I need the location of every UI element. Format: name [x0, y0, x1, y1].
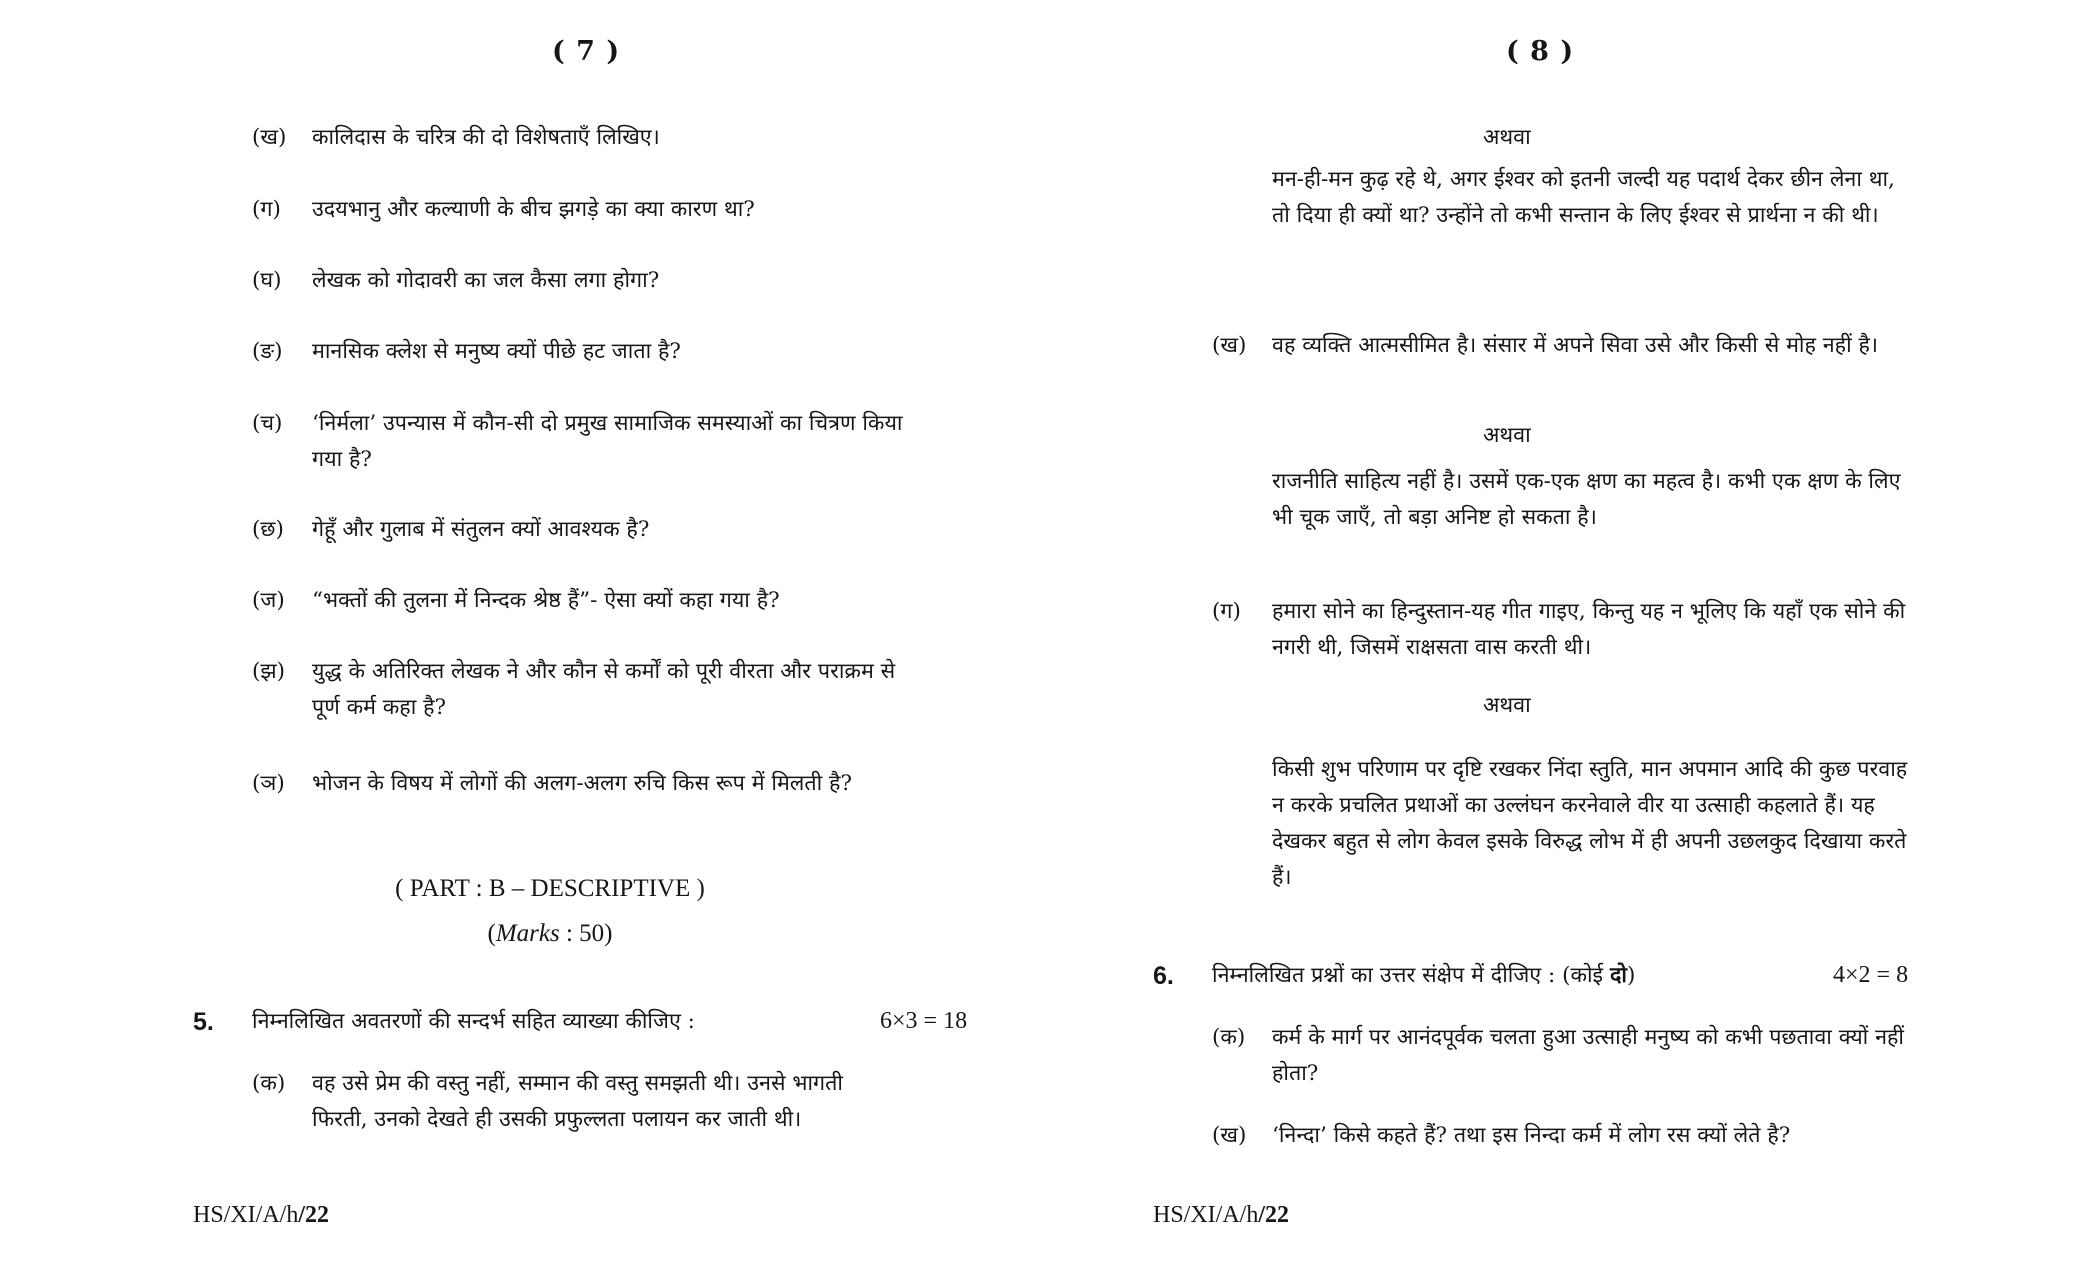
question-text: युद्ध के अतिरिक्त लेखक ने और कौन से कर्मों को पूरी वीरता और पराक्रम से पूर्ण कर्म कहा है?	[312, 659, 896, 720]
question-number: 6.	[1153, 962, 1174, 990]
question-text: मानसिक क्लेश से मनुष्य क्यों पीछे हट जाता है?	[312, 339, 681, 364]
item-label: (झ)	[252, 659, 286, 684]
question-text: उदयभानु और कल्याणी के बीच झगड़े का क्या कारण था?	[312, 197, 755, 222]
passage-text: मन-ही-मन कुढ़ रहे थे, अगर ईश्वर को इतनी जल्दी यह पदार्थ देकर छीन लेना था, तो दिया ही क्यों था? उन्होंने तो कभी सन्तान के लिए ईश्वर से प्रार्थना न की थी।	[1272, 167, 1895, 228]
item-label: (च)	[252, 411, 283, 436]
footer-code: HS/XI/A/h/22	[1153, 1202, 1290, 1228]
passage-text: वह व्यक्ति आत्मसीमित है। संसार में अपने सिवा उसे और किसी से मोह नहीं है।	[1272, 333, 1879, 358]
athava-label: अथवा	[1483, 125, 1531, 150]
item-label: (ख)	[1212, 333, 1247, 358]
athava-label: अथवा	[1483, 693, 1531, 718]
page-number: ( 7 )	[552, 36, 621, 67]
item-label: (ग)	[252, 197, 281, 222]
passage-text: किसी शुभ परिणाम पर दृष्टि रखकर निंदा स्तुति, मान अपमान आदि की कुछ परवाह न करके प्रचलित प्रथाओं का उल्लंघन करनेवाले वीर या उत्साही कहलाते हैं। यह देखकर बहुत से लोग केवल इसके विरुद्ध लोभ में ही अपनी उछलकुद दिखाया करते हैं।	[1272, 757, 1908, 890]
item-label: (ख)	[252, 125, 287, 150]
passage-text: राजनीति साहित्य नहीं है। उसमें एक-एक क्षण का महत्व है। कभी एक क्षण के लिए भी चूक जाएँ, तो बड़ा अनिष्ट हो सकता है।	[1272, 469, 1901, 530]
item-label: (ख)	[1212, 1123, 1247, 1148]
page-number: ( 8 )	[1506, 36, 1575, 67]
item-label: (ङ)	[252, 339, 283, 364]
question-number: 5.	[193, 1008, 214, 1036]
part-marks: (Marks : 50)	[487, 920, 613, 947]
question-text: लेखक को गोदावरी का जल कैसा लगा होगा?	[312, 268, 660, 293]
question-text: “भक्तों की तुलना में निन्दक श्रेष्ठ हैं”- ऐसा क्यों कहा गया है?	[312, 588, 780, 613]
question-text: ‘निर्मला’ उपन्यास में कौन-सी दो प्रमुख सामाजिक समस्याओं का चित्रण किया गया है?	[312, 411, 903, 472]
item-label: (ञ)	[252, 771, 285, 796]
question-marks: 4×2 = 8	[1833, 962, 1909, 988]
question-text: ‘निन्दा’ किसे कहते हैं? तथा इस निन्दा कर्म में लोग रस क्यों लेते है?	[1272, 1123, 1791, 1148]
question-text: गेहूँ और गुलाब में संतुलन क्यों आवश्यक है?	[312, 517, 650, 542]
question-text: भोजन के विषय में लोगों की अलग-अलग रुचि किस रूप में मिलती है?	[312, 771, 852, 796]
item-label: (ज)	[252, 588, 285, 613]
question-text: कालिदास के चरित्र की दो विशेषताएँ लिखिए।	[312, 125, 660, 150]
passage-text: हमारा सोने का हिन्दुस्तान-यह गीत गाइए, किन्तु यह न भूलिए कि यहाँ एक सोने की नगरी थी, जिसमें राक्षसता वास करती थी।	[1272, 599, 1906, 660]
part-title: ( PART : B – DESCRIPTIVE )	[395, 875, 705, 902]
footer-code: HS/XI/A/h/22	[193, 1202, 330, 1228]
question-text: कर्म के मार्ग पर आनंदपूर्वक चलता हुआ उत्साही मनुष्य को कभी पछतावा क्यों नहीं होता?	[1272, 1025, 1904, 1086]
athava-label: अथवा	[1483, 423, 1531, 448]
page-right	[1050, 0, 2100, 1275]
item-label: (क)	[252, 1071, 286, 1096]
question-text: निम्नलिखित प्रश्नों का उत्तर संक्षेप में दीजिए : (कोई दो)	[1212, 963, 1636, 988]
item-label: (क)	[1212, 1025, 1246, 1050]
passage-text: वह उसे प्रेम की वस्तु नहीं, सम्मान की वस्तु समझती थी। उनसे भागती फिरती, उनको देखते ही उसकी प्रफुल्लता पलायन कर जाती थी।	[312, 1071, 843, 1132]
item-label: (घ)	[252, 268, 282, 293]
item-label: (छ)	[252, 517, 284, 542]
item-label: (ग)	[1212, 599, 1241, 624]
question-marks: 6×3 = 18	[880, 1008, 968, 1034]
question-text: निम्नलिखित अवतरणों की सन्दर्भ सहित व्याख्या कीजिए :	[252, 1009, 695, 1034]
